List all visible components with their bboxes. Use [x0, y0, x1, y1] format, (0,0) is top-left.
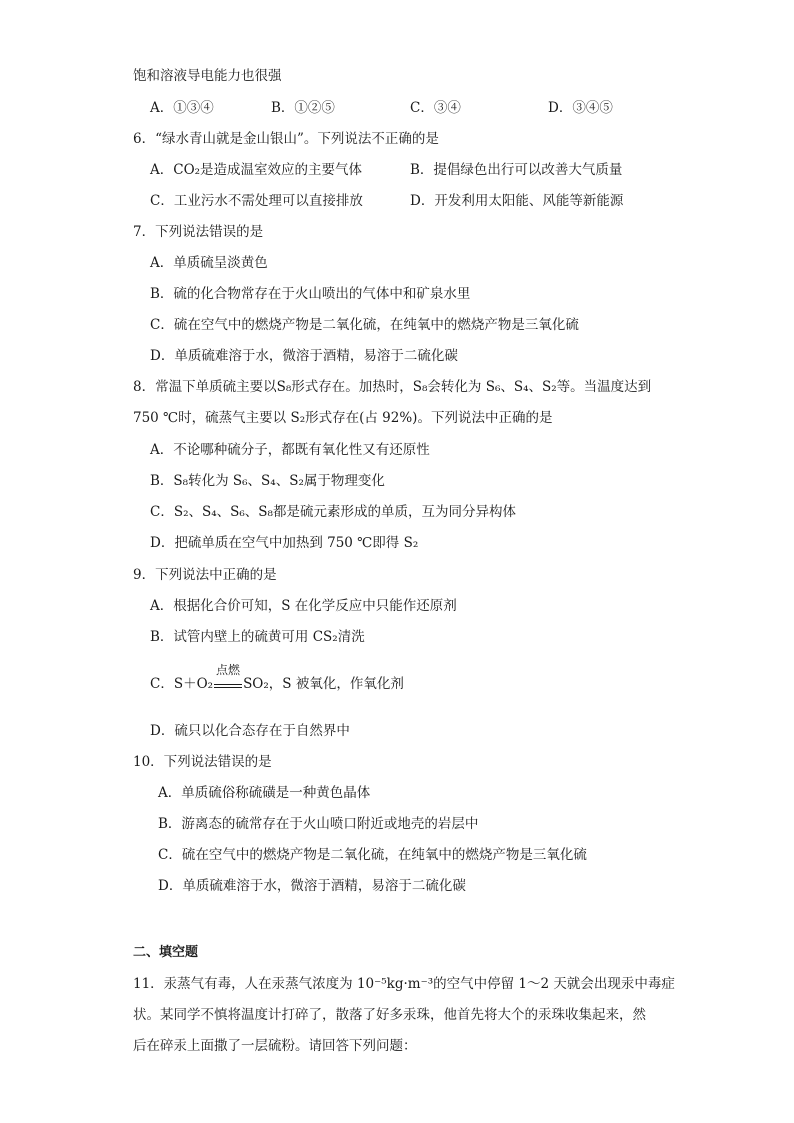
- q5-option-c: C．③④: [410, 100, 461, 116]
- reaction-condition-label: 点燃: [216, 663, 241, 677]
- q8-option-c: C．S₂、S₄、S₆、S₈都是硫元素形成的单质，互为同分异构体: [150, 504, 516, 520]
- q6-option-d: D．开发利用太阳能、风能等新能源: [410, 193, 624, 209]
- q6-option-c: C．工业污水不需处理可以直接排放: [150, 193, 363, 209]
- q6-stem: 6．“绿水青山就是金山银山”。下列说法不正确的是: [133, 131, 439, 147]
- q7-stem: 7．下列说法错误的是: [133, 224, 264, 240]
- equals-bar-bottom: [214, 687, 242, 688]
- q8-option-b: B．S₈转化为 S₆、S₄、S₂属于物理变化: [150, 473, 385, 489]
- q9-option-c: [150, 663, 404, 694]
- q8-option-a: A．不论哪种硫分子，都既有氧化性又有还原性: [150, 442, 430, 458]
- q8-stem-line2: 750 ℃时，硫蒸气主要以 S₂形式存在(占 92%)。下列说法中正确的是: [133, 410, 553, 426]
- q7-option-a: A．单质硫呈淡黄色: [150, 255, 268, 271]
- q5-option-a: A．①③④: [150, 100, 214, 116]
- q5-option-b: B．①②⑤: [271, 100, 335, 116]
- q9-stem: 9．下列说法中正确的是: [133, 567, 277, 583]
- q10-option-c: C．硫在空气中的燃烧产物是二氧化硫，在纯氧中的燃烧产物是三氧化硫: [158, 847, 587, 863]
- q8-option-d: D．把硫单质在空气中加热到 750 ℃即得 S₂: [150, 535, 419, 551]
- q5-stem-continuation: 饱和溶液导电能力也很强: [133, 68, 282, 84]
- q10-option-d: D．单质硫难溶于水，微溶于酒精，易溶于二硫化碳: [158, 878, 466, 894]
- q9-option-d: D．硫只以化合态存在于自然界中: [150, 723, 350, 739]
- q9-option-c-reactants: C．S＋O₂: [150, 676, 214, 692]
- q6-option-a: A．CO₂是造成温室效应的主要气体: [150, 162, 363, 178]
- q11-stem-line2: 状。某同学不慎将温度计打碎了，散落了好多汞珠，他首先将大个的汞珠收集起来，然: [133, 1007, 646, 1023]
- q9-option-c-products: SO₂，S 被氧化，作氧化剂: [243, 676, 404, 692]
- q10-option-a: A．单质硫俗称硫磺是一种黄色晶体: [158, 785, 371, 801]
- reaction-condition: [213, 663, 243, 694]
- q7-option-d: D．单质硫难溶于水，微溶于酒精，易溶于二硫化碳: [150, 348, 458, 364]
- q11-stem-line3: 后在碎汞上面撒了一层硫粉。请回答下列问题：: [133, 1038, 417, 1054]
- section-heading-fill-in: 二、填空题: [133, 945, 199, 960]
- q11-stem-line1: 11．汞蒸气有毒，人在汞蒸气浓度为 10⁻⁵kg·m⁻³的空气中停留 1～2 天就会出现汞中毒症: [133, 976, 675, 992]
- q9-option-a: A．根据化合价可知，S 在化学反应中只能作还原剂: [150, 598, 457, 614]
- q10-option-b: B．游离态的硫常存在于火山喷口附近或地壳的岩层中: [158, 816, 479, 832]
- q7-option-c: C．硫在空气中的燃烧产物是二氧化硫，在纯氧中的燃烧产物是三氧化硫: [150, 317, 579, 333]
- q7-option-b: B．硫的化合物常存在于火山喷出的气体中和矿泉水里: [150, 286, 471, 302]
- q5-option-d: D．③④⑤: [548, 100, 613, 116]
- q8-stem-line1: 8．常温下单质硫主要以S₈形式存在。加热时，S₈会转化为 S₆、S₄、S₂等。当温度达到: [133, 379, 652, 395]
- equals-bar-top: [214, 684, 242, 685]
- q6-option-b: B．提倡绿色出行可以改善大气质量: [410, 162, 623, 178]
- q9-option-b: B．试管内壁上的硫黄可用 CS₂清洗: [150, 629, 365, 645]
- q10-stem: 10．下列说法错误的是: [133, 754, 272, 770]
